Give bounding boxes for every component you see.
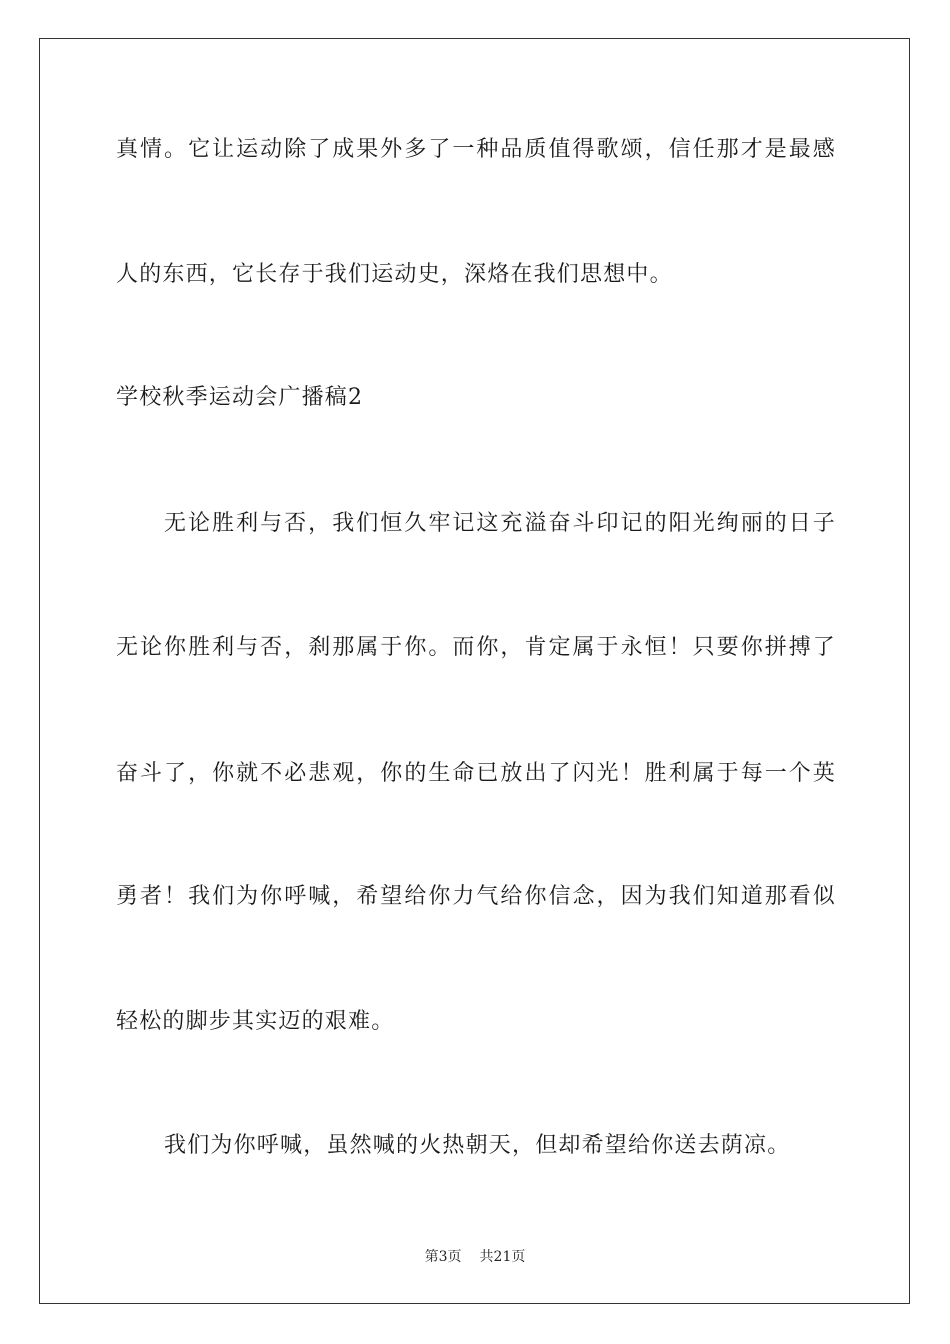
page-footer <box>0 1248 950 1266</box>
page-total: 共21页 <box>479 1249 526 1265</box>
body-line-8: 我们为你呼喊，虽然喊的火热朝天，但却希望给你送去荫凉。 <box>164 1133 791 1158</box>
body-line-2: 人的东西，它长存于我们运动史，深烙在我们思想中。 <box>116 262 673 287</box>
page-border <box>39 38 910 1304</box>
section-heading: 学校秋季运动会广播稿2 <box>116 385 364 410</box>
page-number: 第3页 <box>424 1249 462 1265</box>
body-line-1: 真情。它让运动除了成果外多了一种品质值得歌颂，信任那才是最感 <box>116 137 836 162</box>
body-line-7: 轻松的脚步其实迈的艰难。 <box>116 1009 395 1034</box>
body-line-6: 勇者！我们为你呼喊，希望给你力气给你信念，因为我们知道那看似 <box>116 884 836 909</box>
body-line-3: 无论胜利与否，我们恒久牢记这充溢奋斗印记的阳光绚丽的日子 <box>164 511 836 536</box>
body-line-5: 奋斗了，你就不必悲观，你的生命已放出了闪光！胜利属于每一个英 <box>116 761 836 786</box>
body-line-4: 无论你胜利与否，刹那属于你。而你，肯定属于永恒！只要你拼搏了 <box>116 635 836 660</box>
